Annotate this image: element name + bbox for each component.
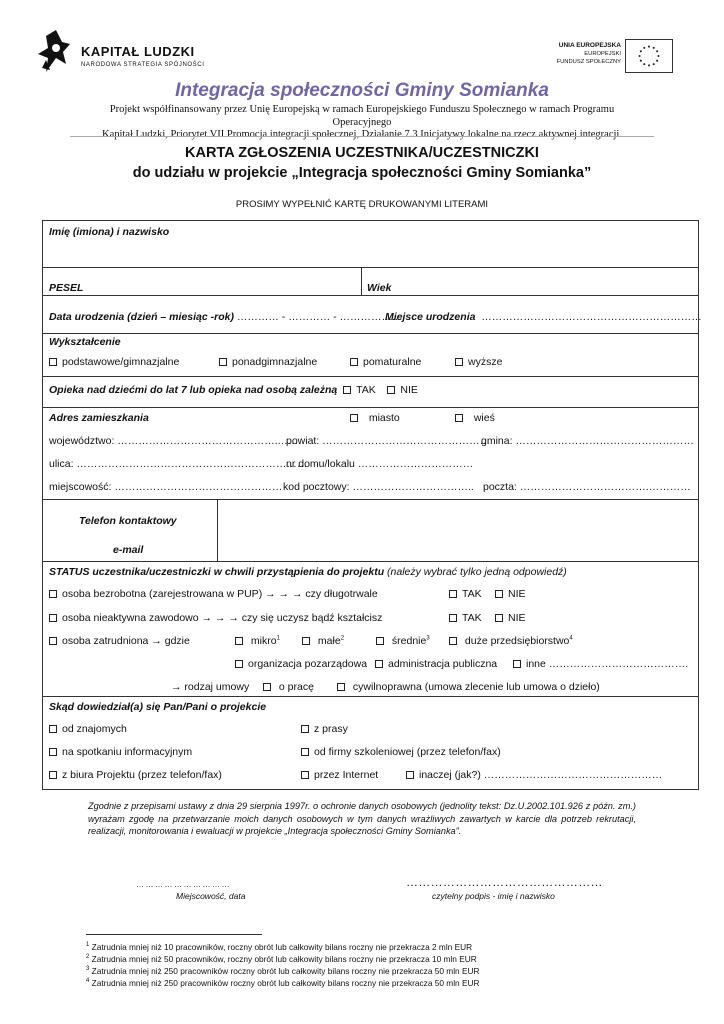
address-city-option[interactable]: miasto	[350, 412, 400, 424]
eu-star	[657, 55, 659, 57]
contract-type-label: → rodzaj umowy	[171, 681, 250, 693]
source-heading: Skąd dowiedział(a) się Pan/Pani o projekcie	[49, 701, 267, 713]
eu-star	[643, 47, 645, 49]
commune-field[interactable]: gmina: ……………………………………………	[481, 435, 694, 447]
eu-star	[656, 60, 658, 62]
checkbox[interactable]	[455, 414, 463, 422]
source-friends-option[interactable]: od znajomych	[49, 723, 127, 735]
kapital-ludzki-star-icon	[36, 28, 72, 76]
post-office-field[interactable]: poczta: ……………………………….…………	[483, 481, 691, 493]
care-no-checkbox[interactable]	[387, 386, 395, 394]
eu-star	[640, 50, 642, 52]
status-inactive-option[interactable]: osoba nieaktywna zawodowo → → → czy się uczysz bądź kształcisz	[49, 612, 382, 624]
address-village-option[interactable]: wieś	[455, 412, 495, 424]
house-number-field[interactable]: nr domu/lokalu ……………………………	[286, 458, 474, 470]
checkbox[interactable]	[350, 414, 358, 422]
eu-star	[653, 63, 655, 65]
employer-ngo-option[interactable]: organizacja pozarządowa	[235, 658, 367, 670]
status-employed-option[interactable]: osoba zatrudniona → gdzie	[49, 635, 190, 647]
header-divider	[70, 136, 654, 137]
project-description: Projekt współfinansowany przez Unię Europejską w ramach Europejskiego Funduszu Społecznego w ramach Programu Operacyjnego Kapitał Ludzki, Priorytet VII Promocja integracji społecznej, Działanie 7.3 Inicjatywy lokalne na rzecz aktywnej integracji.	[102, 104, 622, 140]
phone-field[interactable]	[219, 500, 698, 538]
source-training-company-option[interactable]: od firmy szkoleniowej (przez telefon/fax)	[301, 746, 501, 758]
checkbox[interactable]	[263, 683, 271, 691]
logo-left-subtitle: NARODOWA STRATEGIA SPÓJNOŚCI	[81, 62, 205, 68]
locality-field[interactable]: miejscowość: …………………………………………	[49, 481, 283, 493]
source-project-office-option[interactable]: z biura Projektu (przez telefon/fax)	[49, 769, 222, 781]
edu-option-secondary[interactable]: ponadgimnazjalne	[219, 356, 317, 368]
footnote: $^2$ Zatrudnia mniej niż 50 pracowników, roczny obrót lub całkowity bilans roczny nie przekracza 10 mln EUR	[86, 954, 477, 964]
column-divider	[361, 267, 362, 295]
edu-option-primary[interactable]: podstawowe/gimnazjalne	[49, 356, 179, 368]
status-unemployed-option[interactable]: osoba bezrobotna (zarejestrowana w PUP) → → → czy długotrwale	[49, 588, 378, 600]
email-field[interactable]	[219, 539, 698, 561]
email-label: e-mail	[113, 544, 144, 556]
row-divider	[43, 561, 698, 562]
checkbox[interactable]	[513, 660, 521, 668]
row-divider	[43, 376, 698, 377]
eu-star	[648, 64, 650, 66]
checkbox[interactable]	[406, 771, 414, 779]
checkbox[interactable]	[301, 725, 309, 733]
voivodeship-field[interactable]: województwo: ………………………………………..……	[49, 435, 302, 447]
checkbox[interactable]	[375, 660, 383, 668]
source-meeting-option[interactable]: na spotkaniu informacyjnym	[49, 746, 192, 758]
checkbox[interactable]	[49, 614, 57, 622]
checkbox[interactable]	[49, 358, 57, 366]
employer-micro-option[interactable]: mikro$^1$	[235, 635, 280, 647]
checkbox[interactable]	[449, 614, 457, 622]
checkbox[interactable]	[455, 358, 463, 366]
checkbox[interactable]	[449, 637, 457, 645]
studying-no-option[interactable]: NIE	[495, 612, 526, 624]
checkbox[interactable]	[235, 637, 243, 645]
status-heading: STATUS uczestnika/uczestniczki w chwili przystąpienia do projektu (należy wybrać tylko jedną odpowiedź)	[49, 566, 567, 578]
eu-flag-icon	[625, 39, 673, 73]
checkbox[interactable]	[495, 614, 503, 622]
kapital-ludzki-logo	[36, 28, 206, 80]
checkbox[interactable]	[49, 771, 57, 779]
pesel-label: PESEL	[49, 282, 84, 294]
row-divider	[43, 333, 698, 334]
edu-option-higher[interactable]: wyższe	[455, 356, 502, 368]
employer-large-option[interactable]: duże przedsiębiorstwo$^4$	[449, 635, 573, 647]
employer-medium-option[interactable]: średnie$^3$	[376, 635, 430, 647]
footnote: $^1$ Zatrudnia mniej niż 10 pracowników, roczny obrót lub całkowity bilans roczny nie przekracza 2 mln EUR	[86, 942, 473, 952]
birth-date-field[interactable]: Data urodzenia (dzień – miesiąc -rok) ………… - ………… - ……………..	[49, 311, 398, 323]
eu-star	[643, 63, 645, 65]
project-title: Integracja społeczności Gminy Somianka	[175, 80, 549, 101]
long-term-yes-option[interactable]: TAK	[449, 588, 482, 600]
postal-code-field[interactable]: kod pocztowy: ……………………………..	[283, 481, 474, 493]
checkbox[interactable]	[337, 683, 345, 691]
address-label: Adres zamieszkania	[49, 412, 149, 424]
place-date-label: Miejscowość, data	[176, 891, 246, 901]
name-label: Imię (imiona) i nazwisko	[49, 226, 170, 238]
checkbox[interactable]	[302, 637, 310, 645]
checkbox[interactable]	[49, 637, 57, 645]
eu-star	[648, 46, 650, 48]
edu-option-postsecondary[interactable]: pomaturalne	[350, 356, 421, 368]
care-row: Opieka nad dziećmi do lat 7 lub opieka nad osobą zależną TAK NIE	[49, 384, 418, 396]
checkbox[interactable]	[49, 748, 57, 756]
age-label: Wiek	[367, 282, 392, 294]
eu-star	[656, 50, 658, 52]
long-term-no-option[interactable]: NIE	[495, 588, 526, 600]
checkbox[interactable]	[376, 637, 384, 645]
employer-other-option[interactable]: inne ………………………………….	[513, 658, 688, 670]
source-internet-option[interactable]: przez Internet	[301, 769, 378, 781]
place-date-line[interactable]: …………………………	[136, 880, 231, 889]
education-label: Wykształcenie	[49, 336, 121, 348]
employer-small-option[interactable]: małe$^2$	[302, 635, 344, 647]
row-divider	[43, 696, 698, 697]
checkbox[interactable]	[49, 725, 57, 733]
registration-form	[42, 220, 702, 790]
checkbox[interactable]	[449, 590, 457, 598]
checkbox[interactable]	[301, 748, 309, 756]
contract-employment-option[interactable]: o pracę	[263, 681, 314, 693]
eu-logo-text: UNIA EUROPEJSKA EUROPEJSKI FUNDUSZ SPOŁECZNY	[556, 42, 621, 65]
eu-star	[653, 47, 655, 49]
form-title: KARTA ZGŁOSZENIA UCZESTNIKA/UCZESTNICZKI do udziału w projekcie „Integracja społeczności Gminy Somianka”	[132, 145, 592, 181]
employer-public-option[interactable]: administracja publiczna	[375, 658, 497, 670]
row-divider	[43, 295, 698, 296]
street-field[interactable]: ulica: …………………………………………………………	[49, 458, 308, 470]
care-yes-checkbox[interactable]	[343, 386, 351, 394]
checkbox[interactable]	[495, 590, 503, 598]
name-field[interactable]	[43, 239, 698, 267]
checkbox[interactable]	[350, 358, 358, 366]
signature-line[interactable]: …………………………………………	[406, 875, 603, 889]
data-consent-text: Zgodnie z przepisami ustawy z dnia 29 sierpnia 1997r. o ochronie danych osobowych (jednolity tekst: Dz.U.2002.101.926 z późn. zm.) wyrażam zgodę na przetwarzanie moich danych osobowych w tym danych wrażliwych zawartych w karcie dla potrzeb rekrutacji, realizacji, monitorowania i ewaluacji w projekcie „Integracja społeczności Gminy Somianka”.	[88, 801, 636, 836]
row-divider	[43, 407, 698, 408]
footnote-divider	[86, 934, 262, 935]
county-field[interactable]: powiat: …………………………………………	[286, 435, 491, 447]
source-press-option[interactable]: z prasy	[301, 723, 348, 735]
eu-star	[639, 55, 641, 57]
checkbox[interactable]	[49, 590, 57, 598]
contract-civil-option[interactable]: cywilnoprawna (umowa zlecenie lub umowa o dzieło)	[337, 681, 600, 693]
birth-place-field[interactable]: Miejsce urodzenia ………………………………………………………	[385, 311, 702, 323]
eu-star	[640, 60, 642, 62]
signature-label: czytelny podpis - imię i nazwisko	[432, 891, 555, 901]
studying-yes-option[interactable]: TAK	[449, 612, 482, 624]
eu-logo	[556, 39, 673, 73]
logo-left-title: KAPITAŁ LUDZKI	[81, 44, 195, 59]
source-other-option[interactable]: inaczej (jak?) ……………………………………………	[406, 769, 662, 781]
footnote: $^4$ Zatrudnia mniej niż 250 pracowników roczny obrót lub całkowity bilans roczny nie przekracza 50 mln EUR	[86, 978, 480, 988]
checkbox[interactable]	[219, 358, 227, 366]
form-instruction: PROSIMY WYPEŁNIĆ KARTĘ DRUKOWANYMI LITERAMI	[235, 199, 489, 210]
phone-label: Telefon kontaktowy	[79, 515, 177, 527]
checkbox[interactable]	[235, 660, 243, 668]
footnote: $^3$ Zatrudnia mniej niż 250 pracowników roczny obrót lub całkowity bilans roczny nie przekracza 50 mln EUR	[86, 966, 480, 976]
row-divider	[43, 267, 698, 268]
column-divider	[217, 499, 218, 561]
checkbox[interactable]	[301, 771, 309, 779]
